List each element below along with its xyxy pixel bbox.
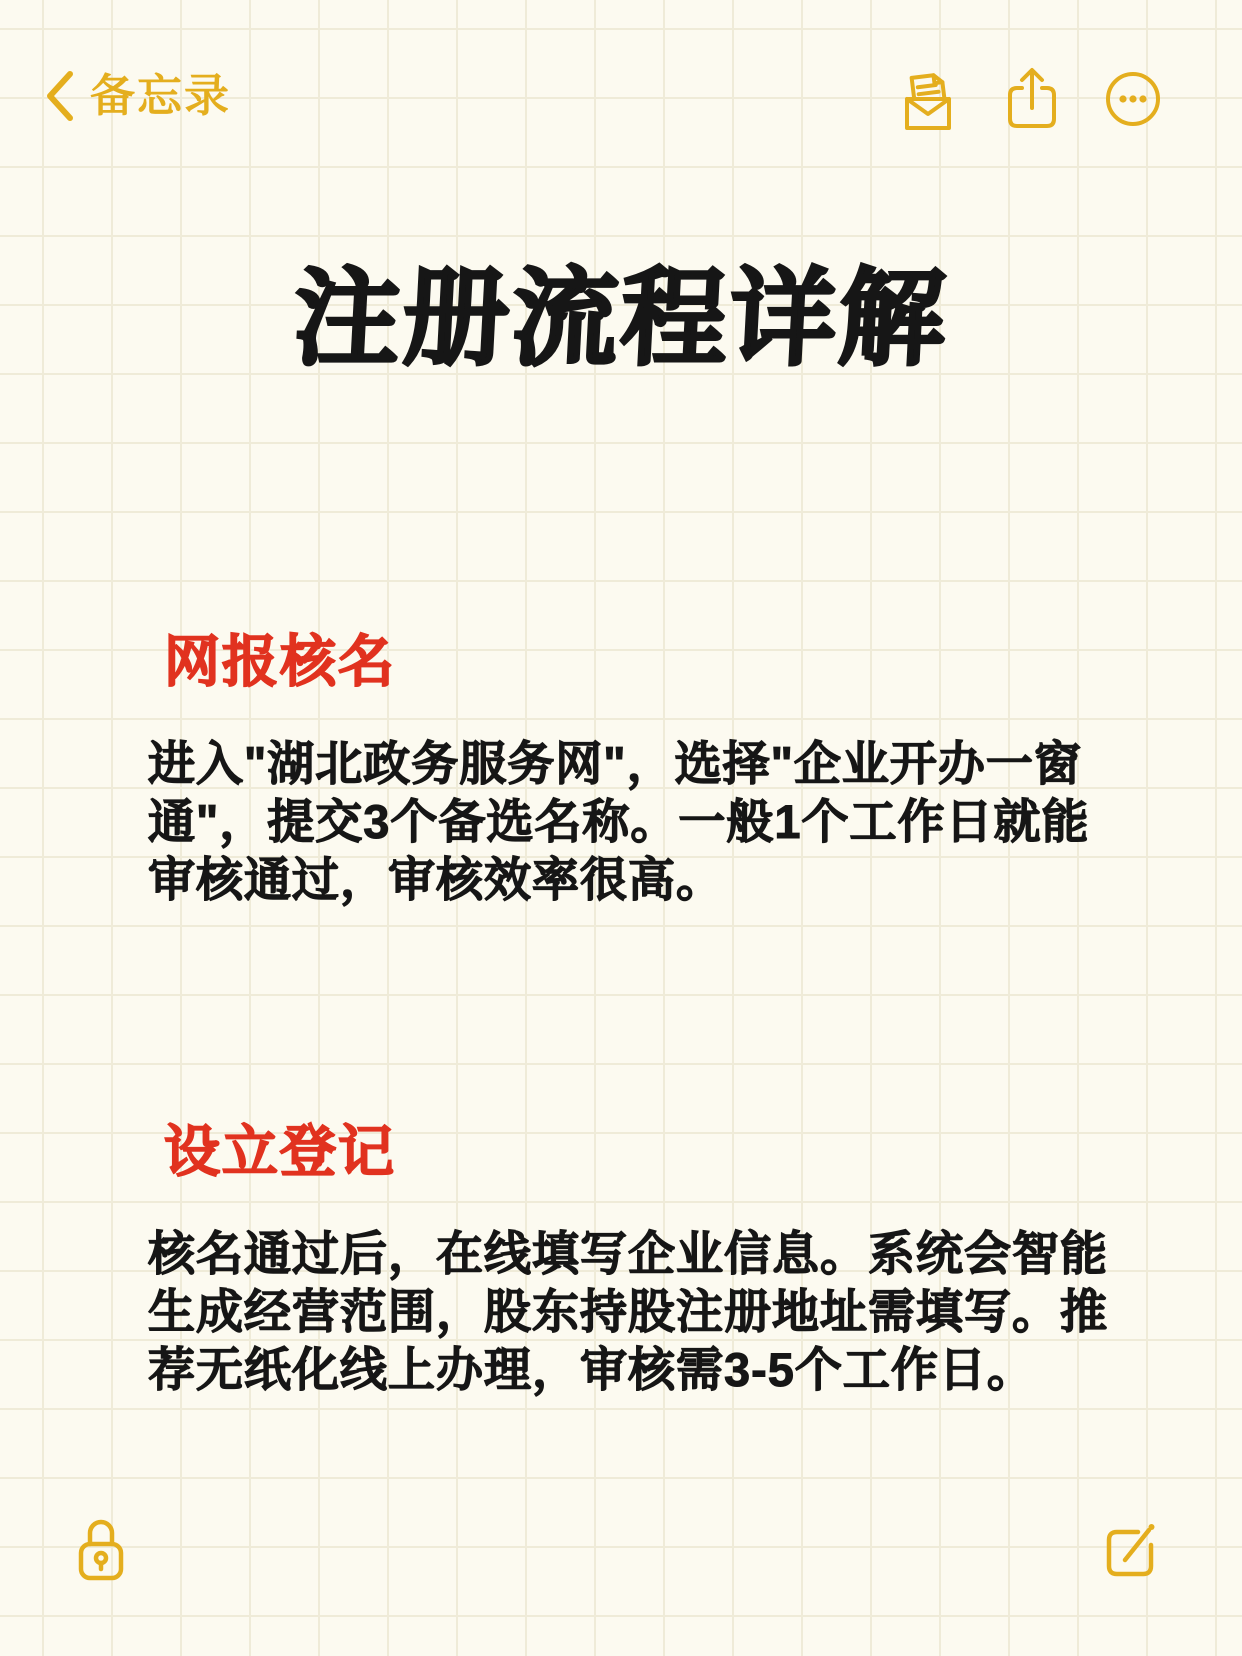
paragraph-line: 审核通过，审核效率很高。 [148, 853, 724, 906]
back-button-label: 备忘录 [90, 70, 232, 121]
paragraph-line: 进入"湖北政务服务网"，选择"企业开办一窗 [148, 737, 1082, 790]
ellipsis-circle-icon[interactable] [1104, 66, 1162, 132]
toolbar-icons [896, 66, 1162, 132]
lock-icon[interactable] [72, 1512, 130, 1590]
compose-icon[interactable] [1098, 1508, 1164, 1588]
paragraph-line: 通"，提交3个备选名称。一般1个工作日就能 [148, 795, 1090, 848]
share-icon[interactable] [1004, 66, 1060, 132]
paragraph-line: 荐无纸化线上办理，审核需3-5个工作日。 [148, 1343, 1035, 1396]
section-paragraph-2 [148, 1225, 1158, 1399]
mail-send-icon[interactable] [896, 66, 960, 132]
back-button[interactable] [44, 70, 231, 122]
note-title: 注册流程详解 [290, 260, 952, 378]
paragraph-line: 生成经营范围，股东持股注册地址需填写。推 [148, 1285, 1108, 1338]
paragraph-line: 核名通过后，在线填写企业信息。系统会智能 [148, 1227, 1108, 1280]
chevron-left-icon [44, 70, 74, 122]
section-heading-2: 设立登记 [164, 1120, 396, 1183]
section-heading-1: 网报核名 [164, 630, 396, 693]
section-paragraph-1 [148, 735, 1158, 909]
